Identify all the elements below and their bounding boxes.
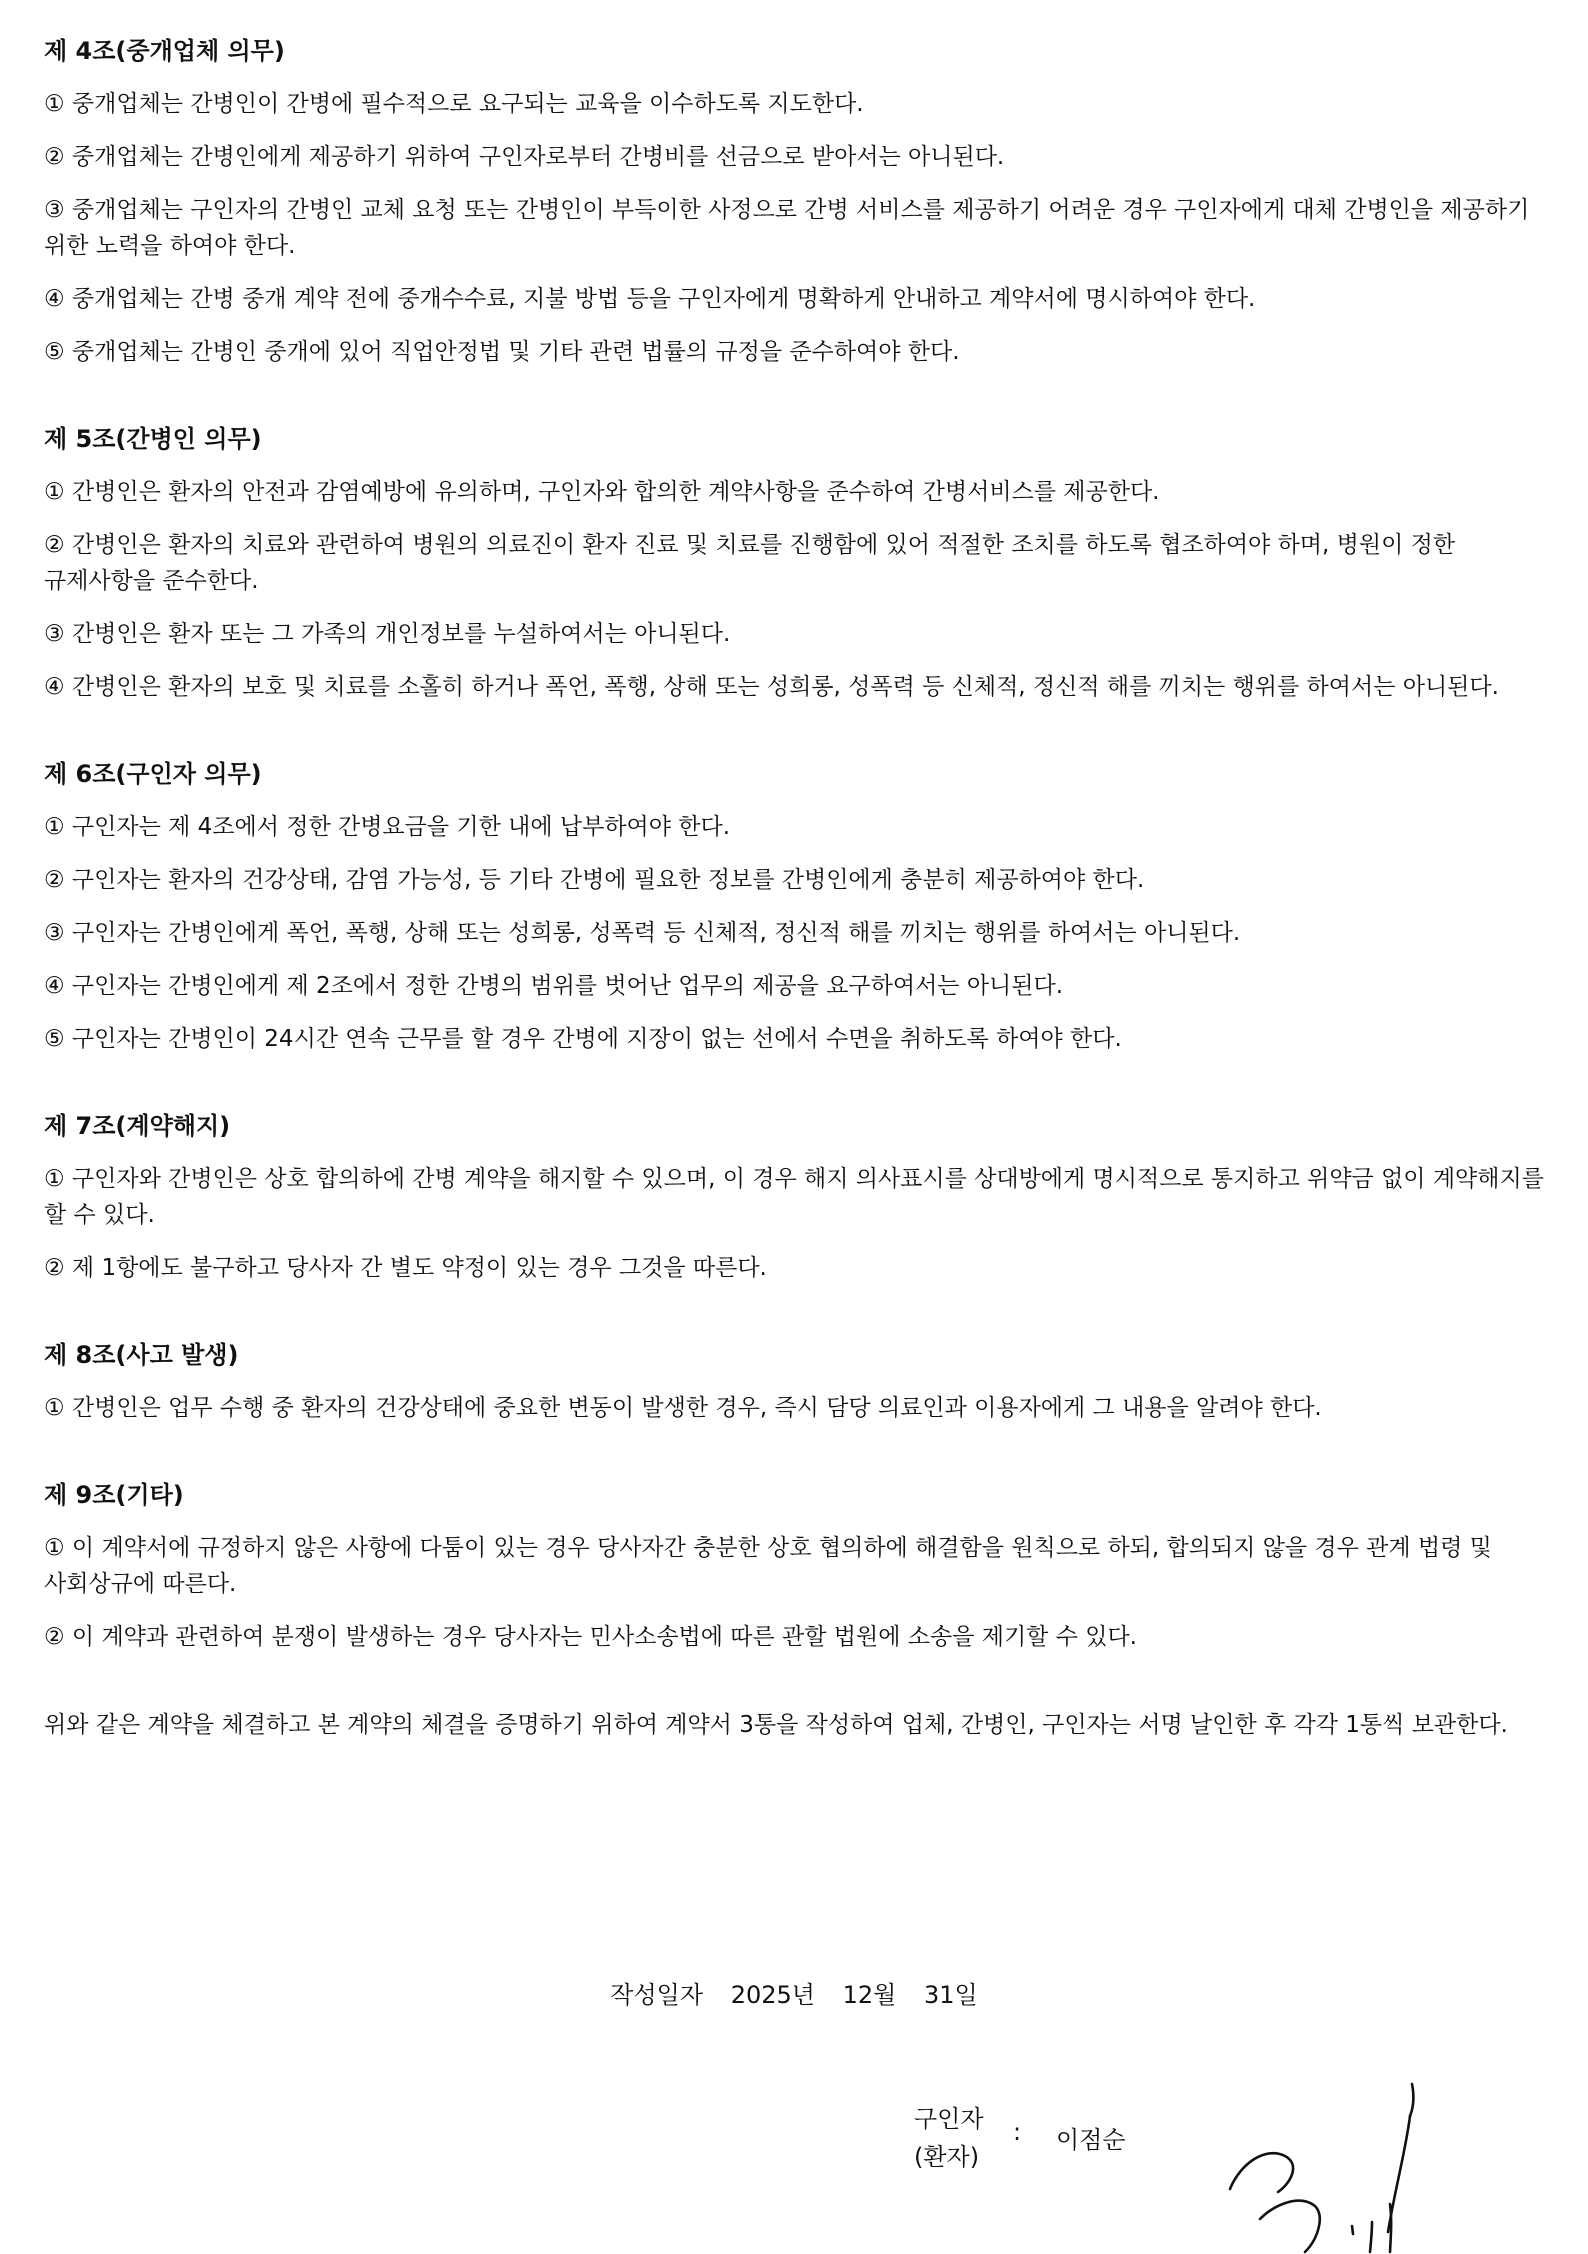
article-5 <box>44 422 1554 705</box>
clause-text: ① 이 계약서에 규정하지 않은 사항에 다툼이 있는 경우 당사자간 충분한 상호 협의하에 해결함을 원칙으로 하되, 합의되지 않을 경우 관계 법령 및 사회상규에 따른다. <box>44 1535 1492 1597</box>
date-month: 12월 <box>842 1981 897 2009</box>
article-title: 제 9조(기타) <box>44 1481 184 1509</box>
article-title: 제 5조(간병인 의무) <box>44 425 262 453</box>
article-title: 제 8조(사고 발생) <box>44 1341 239 1369</box>
clause-text: ③ 구인자는 간병인에게 폭언, 폭행, 상해 또는 성희롱, 성폭력 등 신체적, 정신적 해를 끼치는 행위를 하여서는 아니된다. <box>44 920 1241 946</box>
clause-text: ③ 중개업체는 구인자의 간병인 교체 요청 또는 간병인이 부득이한 사정으로 간병 서비스를 제공하기 어려운 경우 구인자에게 대체 간병인을 제공하기 위한 노력을 하여야 한다. <box>44 197 1530 259</box>
signer-role <box>914 2100 984 2176</box>
handwritten-signature <box>1220 2054 1500 2254</box>
date-day: 31일 <box>923 1981 978 2009</box>
signer-role-line2: (환자) <box>914 2143 980 2171</box>
signer-name: 이점순 <box>1056 2126 1126 2154</box>
article-title: 제 6조(구인자 의무) <box>44 760 262 788</box>
clause-text: ① 구인자는 제 4조에서 정한 간병요금을 기한 내에 납부하여야 한다. <box>44 814 731 840</box>
article-title: 제 4조(중개업체 의무) <box>44 37 285 65</box>
clause-text: ④ 중개업체는 간병 중개 계약 전에 중개수수료, 지불 방법 등을 구인자에게 명확하게 안내하고 계약서에 명시하여야 한다. <box>44 286 1256 312</box>
clause-text: ⑤ 구인자는 간병인이 24시간 연속 근무를 할 경우 간병에 지장이 없는 선에서 수면을 취하도록 하여야 한다. <box>44 1026 1122 1052</box>
date-label: 작성일자 <box>610 1981 704 2009</box>
clause-text: ② 이 계약과 관련하여 분쟁이 발생하는 경우 당사자는 민사소송법에 따른 관할 법원에 소송을 제기할 수 있다. <box>44 1624 1137 1650</box>
clause-text: ① 간병인은 업무 수행 중 환자의 건강상태에 중요한 변동이 발생한 경우, 즉시 담당 의료인과 이용자에게 그 내용을 알려야 한다. <box>44 1395 1322 1421</box>
clause-text: ① 구인자와 간병인은 상호 합의하에 간병 계약을 해지할 수 있으며, 이 경우 해지 의사표시를 상대방에게 명시적으로 통지하고 위약금 없이 계약해지를 할 수 있다. <box>44 1166 1544 1228</box>
article-7 <box>44 1109 1554 1286</box>
signature-block <box>910 2100 1510 2240</box>
clause-text: ② 간병인은 환자의 치료와 관련하여 병원의 의료진이 환자 진료 및 치료를 진행함에 있어 적절한 조치를 하도록 협조하여야 하며, 병원이 정한 규제사항을 준수한다. <box>44 532 1456 594</box>
contract-body <box>44 34 1554 1743</box>
clause-text: ④ 구인자는 간병인에게 제 2조에서 정한 간병의 범위를 벗어난 업무의 제공을 요구하여서는 아니된다. <box>44 973 1064 999</box>
article-6 <box>44 757 1554 1057</box>
clause-text: ① 간병인은 환자의 안전과 감염예방에 유의하며, 구인자와 합의한 계약사항을 준수하여 간병서비스를 제공한다. <box>44 479 1160 505</box>
signing-date <box>0 1978 1588 2012</box>
clause-text: ③ 간병인은 환자 또는 그 가족의 개인정보를 누설하여서는 아니된다. <box>44 621 731 647</box>
clause-text: ① 중개업체는 간병인이 간병에 필수적으로 요구되는 교육을 이수하도록 지도한다. <box>44 91 864 117</box>
article-4 <box>44 34 1554 370</box>
closing-statement: 위와 같은 계약을 체결하고 본 계약의 체결을 증명하기 위하여 계약서 3통을 작성하여 업체, 간병인, 구인자는 서명 날인한 후 각각 1통씩 보관한다. <box>44 1712 1508 1738</box>
article-9 <box>44 1478 1554 1655</box>
clause-text: ② 중개업체는 간병인에게 제공하기 위하여 구인자로부터 간병비를 선금으로 받아서는 아니된다. <box>44 144 1005 170</box>
clause-text: ④ 간병인은 환자의 보호 및 치료를 소홀히 하거나 폭언, 폭행, 상해 또는 성희롱, 성폭력 등 신체적, 정신적 해를 끼치는 행위를 하여서는 아니된다. <box>44 674 1499 700</box>
clause-text: ② 제 1항에도 불구하고 당사자 간 별도 약정이 있는 경우 그것을 따른다. <box>44 1255 767 1281</box>
article-title: 제 7조(계약해지) <box>44 1112 231 1140</box>
clause-text: ② 구인자는 환자의 건강상태, 감염 가능성, 등 기타 간병에 필요한 정보를 간병인에게 충분히 제공하여야 한다. <box>44 867 1145 893</box>
clause-text: ⑤ 중개업체는 간병인 중개에 있어 직업안정법 및 기타 관련 법률의 규정을 준수하여야 한다. <box>44 339 960 365</box>
signer-colon: : <box>1013 2118 1022 2146</box>
date-year: 2025년 <box>730 1981 815 2009</box>
article-8 <box>44 1338 1554 1426</box>
signer-role-line1: 구인자 <box>914 2105 984 2133</box>
